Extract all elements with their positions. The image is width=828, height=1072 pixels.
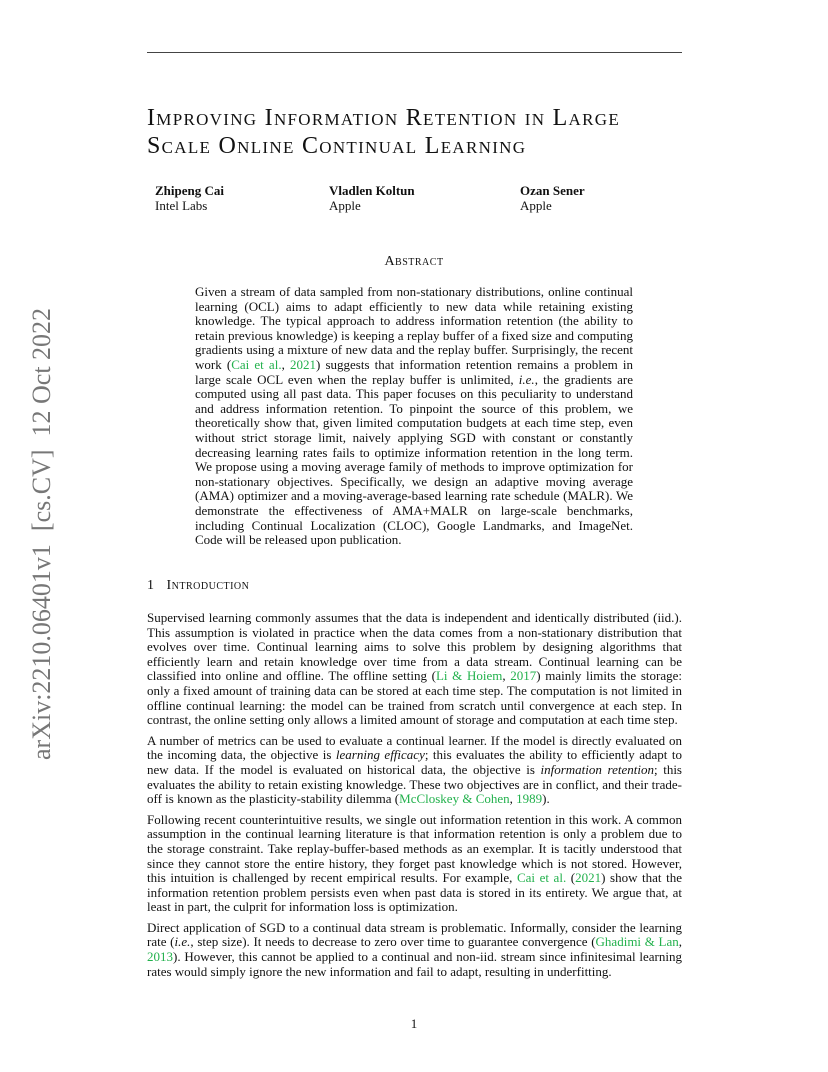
arxiv-identifier: arXiv:2210.06401v1 [cs.CV] 12 Oct 2022 — [27, 307, 56, 760]
citation-link[interactable]: Cai et al. — [231, 356, 282, 372]
citation-year-link[interactable]: 2021 — [575, 870, 602, 886]
abstract-heading: Abstract — [384, 254, 444, 269]
author-1 — [155, 183, 224, 213]
paragraph: A number of metrics can be used to evaluate a continual learner. If the model is directly evaluated on the incoming data, the objective is learning efficacy; this evaluates the ability to efficiently adapt to new data. If the model is evaluated on historical data, the objective is information retention; this evaluates the ability to retain existing knowledge. These two objectives are in conflict, and their trade-off is known as the plasticity-stability dilemma (McCloskey & Cohen, 1989). — [147, 732, 682, 807]
citation-year-link[interactable]: 2013 — [147, 949, 173, 965]
section-heading-introduction — [147, 578, 249, 594]
citation-year-link[interactable]: 1989 — [516, 791, 543, 807]
paper-title — [147, 104, 687, 160]
citation-link[interactable]: Li & Hoiem — [435, 668, 503, 684]
citation-year-link[interactable]: 2021 — [289, 356, 316, 372]
paragraph: Direct application of SGD to a continual data stream is problematic. Informally, consider the learning rate (i.e., step size). It needs to decrease to zero over time to guarantee convergence (Ghadimi & Lan, 2013). However, this cannot be applied to a continual and non-iid. stream since infinitesimal learning rates would simply ignore the new information and fail to adapt, resulting in underfitting. — [147, 919, 682, 979]
author-affiliation: Apple — [520, 198, 552, 213]
author-name: Ozan Sener — [520, 183, 585, 198]
section-number: 1 — [147, 578, 155, 593]
author-affiliation: Apple — [329, 198, 361, 213]
author-affiliation: Intel Labs — [155, 198, 208, 213]
introduction-body — [147, 611, 682, 985]
title-line-1: Improving Information Retention in Large — [147, 105, 621, 131]
section-title: Introduction — [166, 578, 250, 593]
author-3 — [520, 183, 585, 213]
citation-year-link[interactable]: 2017 — [510, 668, 537, 684]
paragraph: Supervised learning commonly assumes that the data is independent and identically distributed (iid.). This assumption is violated in practice when the data comes from a non-stationary distribution that evolves over time. Continual learning aims to solve this problem by designing algorithms that efficiently learn and retain knowledge over time from a data stream. Continual learning can be classified into online and offline. The offline setting (Li & Hoiem, 2017) mainly limits the storage: only a fixed amount of training data can be stored at each time step. The computation is not limited in offline continual learning: the model can be trained from scratch until convergence at each step. In contrast, the online setting only allows a limited amount of storage and computation at each time step. — [147, 610, 683, 728]
author-name: Vladlen Koltun — [329, 183, 415, 198]
page-number: 1 — [410, 1016, 418, 1031]
paragraph: Following recent counterintuitive results, we single out information retention in this work. A common assumption in the continual learning literature is that information retention is only a problem due to the storage constraint. Take replay-buffer-based methods as an exemplar. It is tacitly understood that since they cannot store the entire history, they forget past knowledge which is not stored. However, this intuition is challenged by recent empirical results. For example, Cai et al. (2021) show that the information retention problem persists even when past data is stored in its entirety. We argue that, at least in part, the culprit for information loss is optimization. — [147, 811, 682, 915]
title-line-2: Scale Online Continual Learning — [147, 133, 527, 159]
author-name: Zhipeng Cai — [155, 183, 224, 198]
citation-link[interactable]: Ghadimi & Lan — [595, 934, 679, 950]
top-rule — [147, 52, 682, 53]
abstract-text: Given a stream of data sampled from non-stationary distributions, online continual learning (OCL) aims to adapt efficiently to new data while retaining existing knowledge. The typical approach to address information retention (the ability to retain previous knowledge) is keeping a replay buffer of a fixed size and computing gradients using a mixture of new data and the replay buffer. Surprisingly, the recent work (Cai et al., 2021) suggests that information retention remains a problem in large scale OCL even when the replay buffer is unlimited, i.e., the gradients are computed using all past data. This paper focuses on this peculiarity to understand and address information retention. To pinpoint the source of this problem, we theoretically show that, given limited computation budgets at each time step, even without strict storage limit, naively applying SGD with constant or constantly decreasing learning rates fails to optimize information retention in the long term. We propose using a moving average family of methods to improve optimization for non-stationary objectives. Specifically, we design an adaptive moving average (AMA) optimizer and a moving-average-based learning rate schedule (MALR). We demonstrate the effectiveness of AMA+MALR on large-scale benchmarks, including Continual Localization (CLOC), Google Landmarks, and ImageNet. Code will be released upon publication. — [195, 284, 634, 548]
citation-link[interactable]: Cai et al. — [516, 870, 567, 886]
author-2 — [329, 183, 415, 213]
citation-link[interactable]: McCloskey & Cohen — [399, 791, 510, 807]
